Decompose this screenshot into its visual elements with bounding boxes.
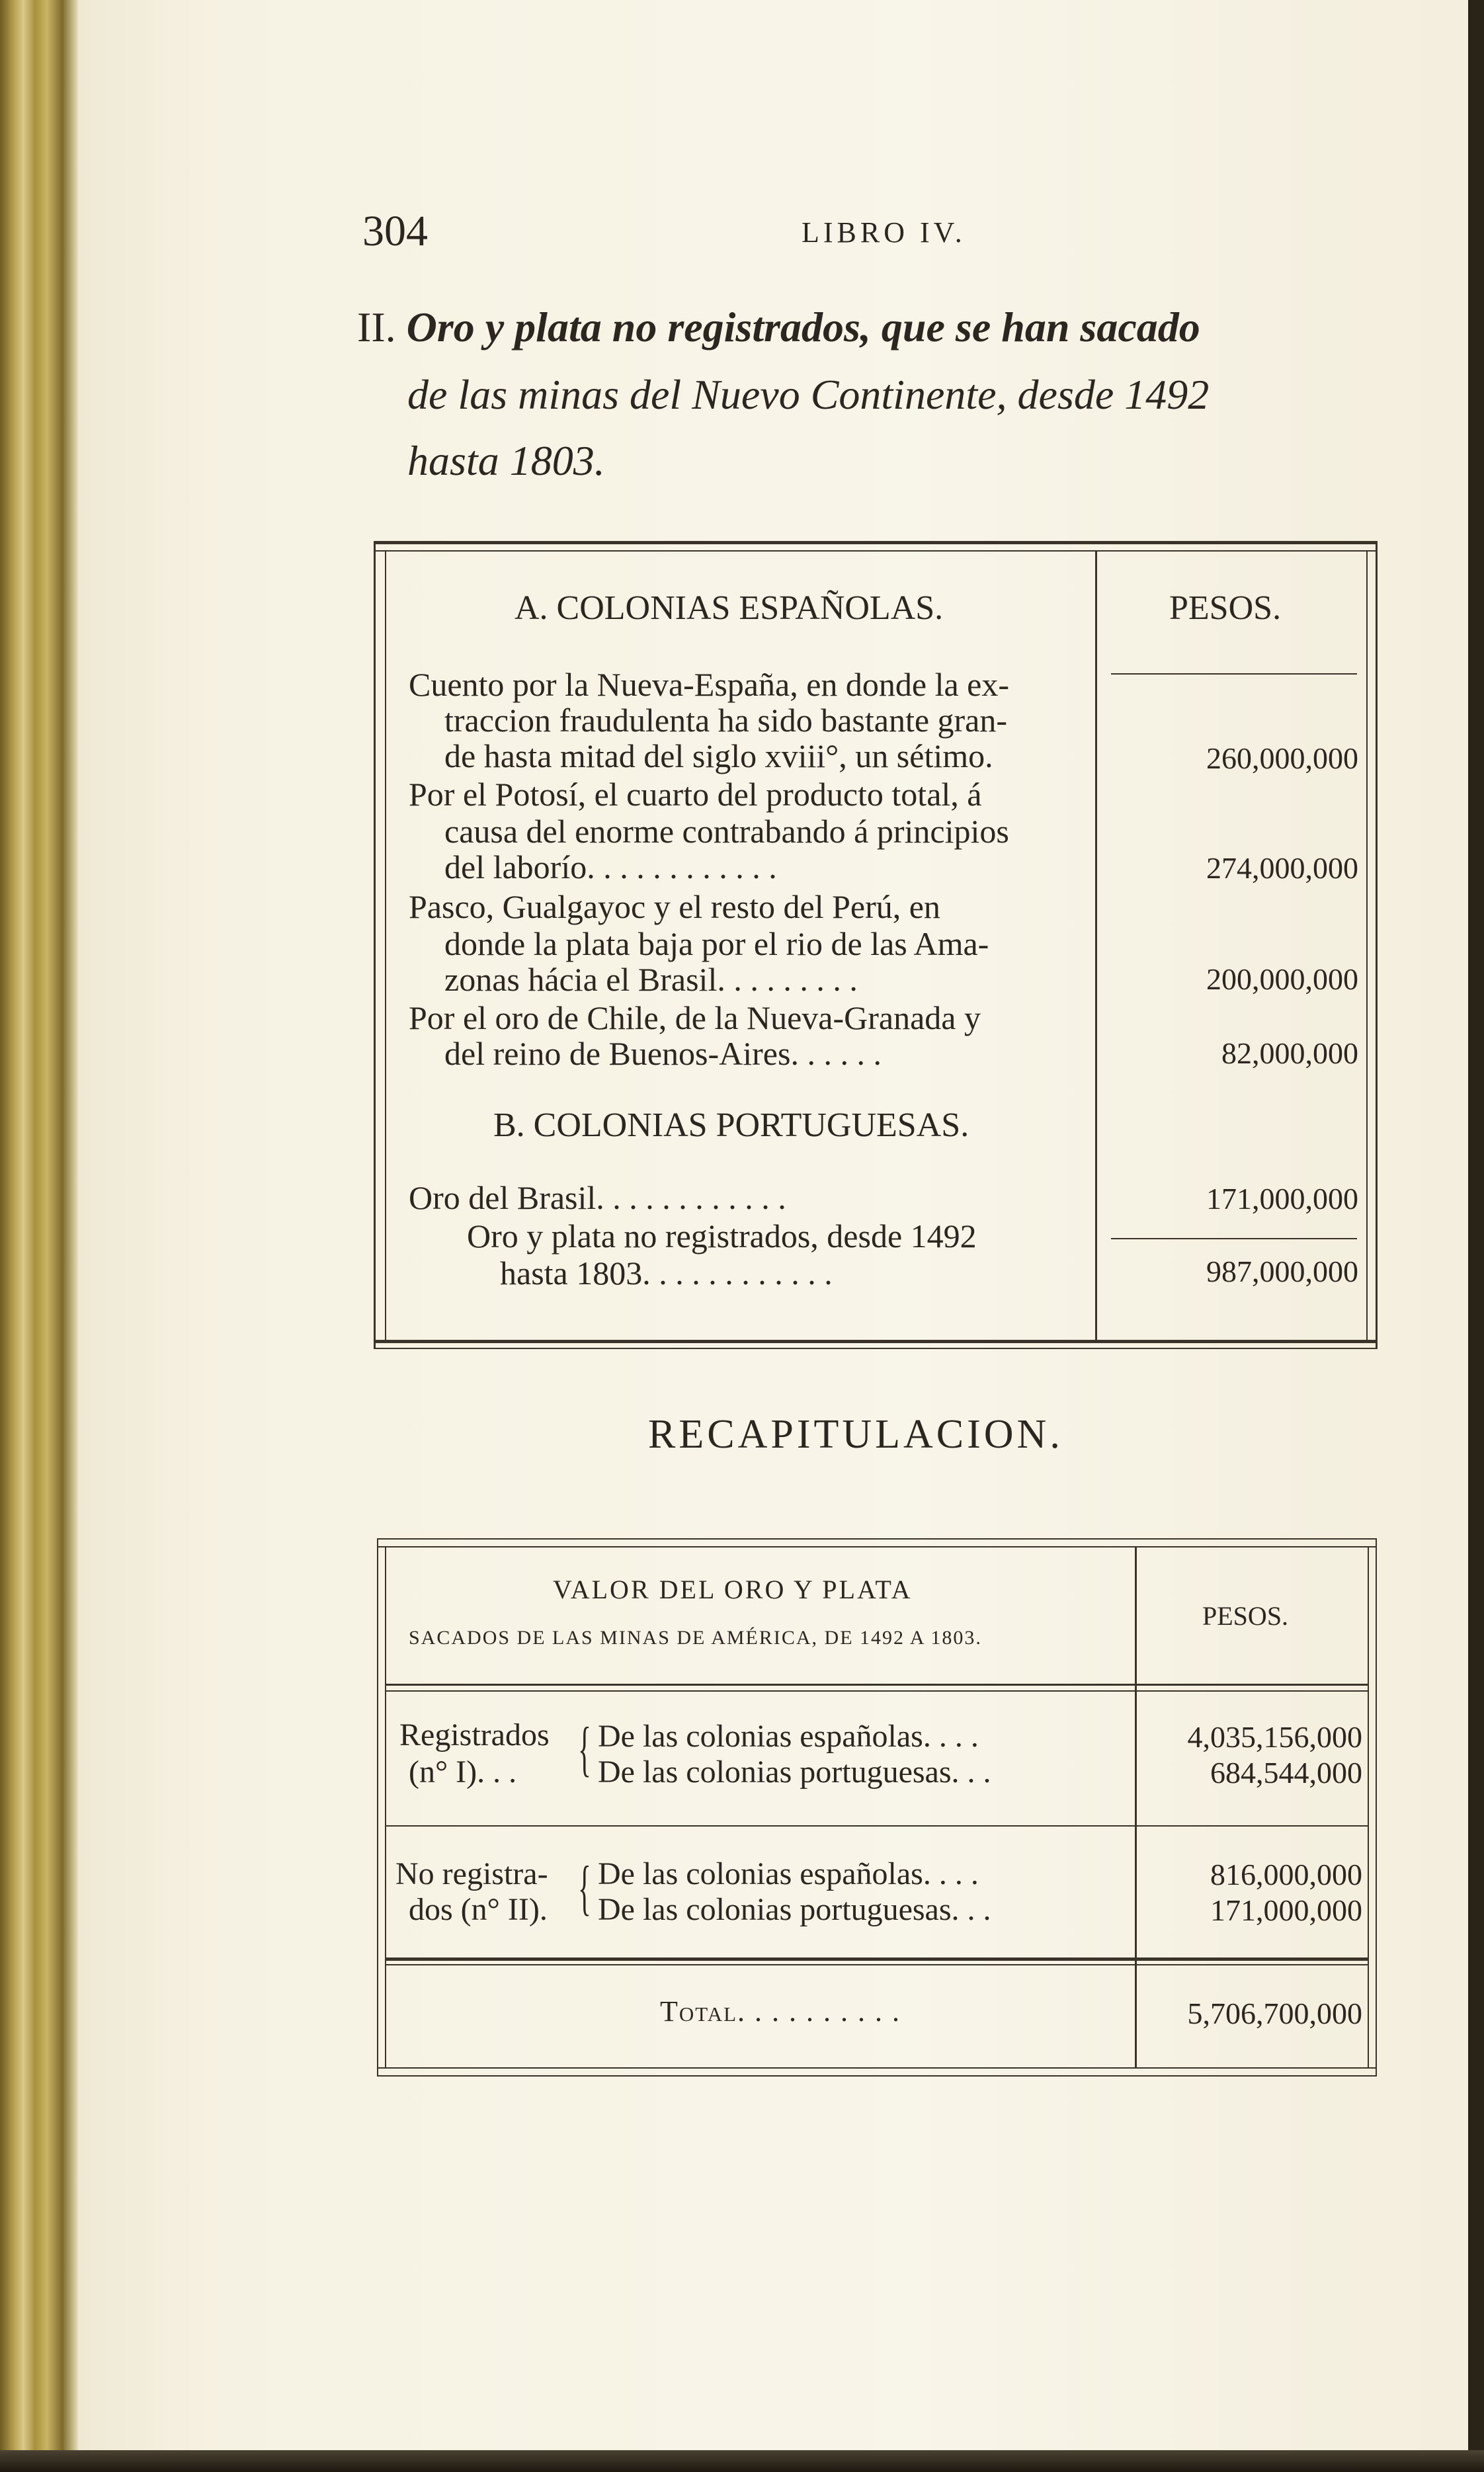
recap-group-2-row-2-label: De las colonias portuguesas. . . xyxy=(598,1892,991,1927)
recap-header-value: PESOS. xyxy=(1202,1601,1289,1631)
table-a-row-3-line-2: donde la plata baja por el rio de las Ama- xyxy=(444,925,989,962)
table-a-row-4-line-1: Por el oro de Chile, de la Nueva-Granada y xyxy=(409,999,981,1036)
recap-group-1-brace: { xyxy=(578,1715,591,1782)
table-a-row-1-value: 260,000,000 xyxy=(1206,741,1358,775)
table-a-row-2-line-1: Por el Potosí, el cuarto del producto total, á xyxy=(409,776,982,813)
recap-total-value: 5,706,700,000 xyxy=(1187,1997,1362,2030)
heading-line-3: hasta 1803. xyxy=(407,437,605,484)
page-number: 304 xyxy=(362,207,428,255)
table-a-row-2-line-2: causa del enorme contrabando á principios xyxy=(444,813,1009,850)
table-a-header-value: PESOS. xyxy=(1169,589,1282,627)
recap-group-1-label-line-1: Registrados xyxy=(399,1717,550,1752)
table-a-row-4-value: 82,000,000 xyxy=(1221,1036,1358,1070)
table-a-total-line-2: hasta 1803. . . . . . . . . . . . xyxy=(500,1255,833,1292)
heading-line-1 xyxy=(357,303,1200,352)
table-a-row-2-line-3: del laborío. . . . . . . . . . . . xyxy=(444,848,777,886)
table-a-row-1-line-2: traccion fraudulenta ha sido bastante gran- xyxy=(444,702,1008,739)
recap-group-2-row-1-value: 816,000,000 xyxy=(1210,1858,1362,1891)
table-a-total-value: 987,000,000 xyxy=(1206,1255,1358,1288)
table-a-row-4-line-2: del reino de Buenos-Aires. . . . . . xyxy=(444,1035,882,1072)
recap-group-2-row-2-value: 171,000,000 xyxy=(1210,1893,1362,1927)
table-a-row-3-value: 200,000,000 xyxy=(1206,962,1358,996)
recap-group-1-label-line-2: (n° I). . . xyxy=(409,1754,517,1790)
recap-header-line-2: SACADOS DE LAS MINAS DE AMÉRICA, DE 1492 A 1803. xyxy=(409,1627,982,1649)
recap-group-2-label-line-2: dos (n° II). xyxy=(409,1892,548,1927)
recap-title: RECAPITULACION. xyxy=(648,1412,1063,1457)
recap-group-1-row-2-value: 684,544,000 xyxy=(1210,1756,1362,1790)
heading-line-2: de las minas del Nuevo Continente, desde 1492 xyxy=(407,371,1210,418)
table-a-row-1-line-3: de hasta mitad del siglo xviii°, un sétimo. xyxy=(444,737,993,774)
table-a-total-line-1: Oro y plata no registrados, desde 1492 xyxy=(467,1217,977,1255)
heading-text-1: Oro y plata no registrados, que se han sacado xyxy=(406,304,1200,350)
table-a-row-2-value: 274,000,000 xyxy=(1206,851,1358,885)
recap-group-1-row-1-value: 4,035,156,000 xyxy=(1187,1720,1362,1754)
gilt-page-edge xyxy=(0,0,78,2472)
heading-numeral: II. xyxy=(357,304,396,350)
page-bottom-shadow xyxy=(0,2450,1484,2472)
table-a-row-3-line-3: zonas hácia el Brasil. . . . . . . . . xyxy=(444,961,858,998)
recap-group-2-label-line-1: No registra- xyxy=(395,1856,548,1891)
table-a-header-title: A. COLONIAS ESPAÑOLAS. xyxy=(515,589,944,627)
table-a-section-b-title: B. COLONIAS PORTUGUESAS. xyxy=(493,1106,969,1144)
recap-total-label: Total. . . . . . . . . . xyxy=(660,1995,901,2028)
recap-group-1-row-1-label: De las colonias españolas. . . . xyxy=(598,1719,979,1754)
table-a-brasil-label: Oro del Brasil. . . . . . . . . . . . xyxy=(409,1179,786,1216)
recap-group-1-row-2-label: De las colonias portuguesas. . . xyxy=(598,1754,991,1790)
table-a-row-1-line-1: Cuento por la Nueva-España, en donde la ex- xyxy=(409,666,1010,703)
table-a-brasil-value: 171,000,000 xyxy=(1206,1182,1358,1215)
recap-group-2-row-1-label: De las colonias españolas. . . . xyxy=(598,1856,979,1891)
table-a-row-3-line-1: Pasco, Gualgayoc y el resto del Perú, en xyxy=(409,888,940,925)
recap-group-2-brace: { xyxy=(578,1854,591,1921)
recap-header-line-1: VALOR DEL ORO Y PLATA xyxy=(553,1575,913,1604)
running-head: LIBRO IV. xyxy=(802,216,966,249)
